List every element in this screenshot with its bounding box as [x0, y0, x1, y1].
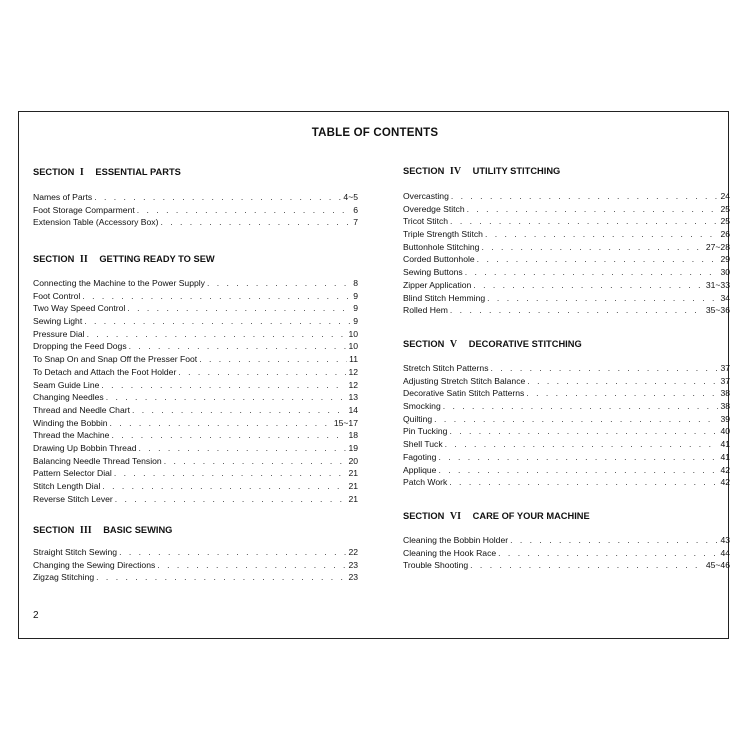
toc-entry-page: 9: [353, 316, 358, 327]
toc-entry: [403, 439, 730, 452]
toc-entry-page: 40: [720, 426, 730, 437]
dot-leader: [160, 217, 351, 227]
toc-entry: [403, 426, 730, 439]
toc-list: [33, 278, 358, 506]
toc-entry: [403, 376, 730, 389]
toc-entry: [33, 217, 358, 230]
dot-leader: [207, 278, 351, 288]
toc-entry-title: Rolled Hem: [403, 305, 448, 316]
toc-entry: [403, 452, 730, 465]
toc-entry: [403, 388, 730, 401]
dot-leader: [465, 267, 719, 277]
section-name: BASIC SEWING: [103, 525, 173, 535]
dot-leader: [526, 388, 718, 398]
dot-leader: [445, 439, 719, 449]
left-column: [33, 0, 358, 750]
page-number: 2: [33, 610, 39, 621]
toc-entry: [403, 477, 730, 490]
toc-entry: [33, 494, 358, 507]
toc-entry-page: 12: [348, 379, 358, 390]
toc-entry-title: Drawing Up Bobbin Thread: [33, 442, 137, 453]
dot-leader: [438, 452, 718, 462]
toc-entry-title: Reverse Stitch Lever: [33, 493, 113, 504]
dot-leader: [111, 430, 346, 440]
toc-entry-title: Changing the Sewing Directions: [33, 559, 156, 570]
toc-entry-title: Triple Strength Stitch: [403, 229, 483, 240]
dot-leader: [481, 242, 703, 252]
toc-entry-title: Zigzag Stitching: [33, 572, 95, 583]
dot-leader: [84, 316, 351, 326]
toc-entry: [33, 392, 358, 405]
toc-entry-title: Blind Stitch Hemming: [403, 292, 486, 303]
toc-entry: [403, 465, 730, 478]
toc-entry-title: Quilting: [403, 413, 433, 424]
toc-entry-page: 31~33: [705, 279, 730, 290]
toc-entry-page: 23: [348, 559, 358, 570]
toc-entry-title: Cleaning the Hook Race: [403, 547, 497, 558]
toc-entry-page: 20: [348, 455, 358, 466]
section-label: SECTION: [403, 511, 445, 521]
toc-entry-title: Seam Guide Line: [33, 379, 100, 390]
dot-leader: [129, 341, 347, 351]
toc-entry-title: Two Way Speed Control: [33, 303, 126, 314]
toc-list: [403, 363, 730, 490]
section-roman: VI: [449, 511, 462, 522]
section-heading: [33, 167, 181, 178]
toc-entry-title: Pressure Dial: [33, 328, 85, 339]
toc-entry-title: Stitch Length Dial: [33, 481, 101, 491]
dot-leader: [510, 535, 718, 545]
dot-leader: [470, 560, 704, 570]
section-label: SECTION: [33, 254, 75, 264]
toc-entry-title: Stretch Stitch Patterns: [403, 363, 489, 373]
toc-entry-page: 9: [353, 303, 358, 314]
toc-entry-page: 15~17: [333, 417, 358, 428]
toc-entry-title: Overedge Stitch: [403, 203, 465, 214]
toc-entry-page: 7: [353, 217, 358, 228]
dot-leader: [527, 376, 718, 386]
section-name: DECORATIVE STITCHING: [468, 339, 582, 349]
dot-leader: [449, 477, 718, 487]
section-heading: [33, 254, 215, 265]
dot-leader: [137, 205, 351, 215]
toc-list: [33, 192, 358, 230]
toc-entry: [33, 430, 358, 443]
dot-leader: [434, 414, 718, 424]
toc-entry-title: Smocking: [403, 401, 441, 412]
toc-entry: [33, 278, 358, 291]
toc-entry-page: 37: [720, 363, 730, 373]
dot-leader: [491, 363, 719, 373]
toc-entry-page: 21: [348, 468, 358, 479]
toc-entry-title: Tricot Stitch: [403, 216, 449, 227]
section-heading: [33, 525, 172, 536]
toc-entry-page: 35~36: [705, 305, 730, 316]
section-name: CARE OF YOUR MACHINE: [472, 511, 590, 521]
page-title: TABLE OF CONTENTS: [311, 127, 439, 139]
toc-entry: [403, 548, 730, 561]
toc-entry: [403, 293, 730, 306]
toc-entry-title: To Detach and Attach the Foot Holder: [33, 366, 177, 377]
dot-leader: [106, 392, 347, 402]
toc-entry: [33, 303, 358, 316]
toc-entry-title: Foot Control: [33, 290, 81, 301]
dot-leader: [82, 291, 351, 301]
section-label: SECTION: [403, 166, 445, 176]
toc-entry-title: Adjusting Stretch Stitch Balance: [403, 375, 526, 386]
toc-entry: [403, 254, 730, 267]
toc-entry: [33, 291, 358, 304]
toc-entry-page: 26: [720, 229, 730, 240]
toc-entry-page: 34: [720, 292, 730, 303]
toc-entry: [403, 191, 730, 204]
toc-entry-title: Zipper Application: [403, 279, 472, 290]
toc-entry-page: 25: [720, 216, 730, 227]
toc-entry-title: Corded Buttonhole: [403, 254, 475, 265]
toc-entry: [33, 354, 358, 367]
dot-leader: [487, 293, 718, 303]
toc-entry: [33, 405, 358, 418]
toc-entry-page: 9: [353, 290, 358, 301]
toc-entry-title: To Snap On and Snap Off the Presser Foot: [33, 354, 198, 365]
toc-entry: [403, 535, 730, 548]
dot-leader: [449, 426, 718, 436]
toc-entry-title: Patch Work: [403, 477, 448, 488]
section-roman: II: [79, 254, 88, 265]
toc-entry-title: Thread the Machine: [33, 430, 110, 441]
toc-entry-page: 38: [720, 401, 730, 412]
toc-entry: [403, 216, 730, 229]
toc-entry: [33, 456, 358, 469]
toc-entry-page: 21: [348, 481, 358, 491]
toc-entry-page: 13: [348, 392, 358, 403]
toc-entry: [403, 560, 730, 573]
toc-entry: [403, 229, 730, 242]
toc-entry-page: 41: [720, 439, 730, 450]
toc-entry-page: 24: [720, 191, 730, 201]
dot-leader: [101, 380, 346, 390]
toc-entry-page: 11: [349, 354, 358, 365]
section-roman: IV: [449, 166, 462, 177]
toc-entry-page: 18: [348, 430, 358, 441]
section-label: SECTION: [33, 167, 75, 177]
toc-entry-title: Pattern Selector Dial: [33, 468, 112, 479]
toc-entry: [403, 204, 730, 217]
toc-entry-title: Overcasting: [403, 191, 449, 201]
toc-entry: [33, 316, 358, 329]
right-column: [403, 0, 730, 750]
toc-entry-title: Pin Tucking: [403, 426, 448, 437]
toc-entry-page: 23: [348, 572, 358, 583]
toc-entry: [33, 329, 358, 342]
toc-entry: [403, 363, 730, 376]
section-roman: I: [79, 167, 84, 178]
toc-entry-title: Connecting the Machine to the Power Supply: [33, 278, 205, 288]
dot-leader: [114, 468, 347, 478]
toc-entry-title: Dropping the Feed Dogs: [33, 341, 127, 352]
toc-entry-title: Balancing Needle Thread Tension: [33, 455, 162, 466]
toc-entry-title: Winding the Bobbin: [33, 417, 108, 428]
dot-leader: [94, 192, 341, 202]
toc-entry: [33, 418, 358, 431]
toc-entry: [33, 192, 358, 205]
dot-leader: [119, 547, 346, 557]
toc-entry-page: 10: [348, 328, 358, 339]
section-name: GETTING READY TO SEW: [99, 254, 215, 264]
dot-leader: [443, 401, 719, 411]
toc-entry: [33, 205, 358, 218]
toc-entry-page: 42: [720, 464, 730, 475]
toc-entry-page: 12: [348, 366, 358, 377]
toc-entry: [403, 280, 730, 293]
toc-entry-page: 22: [348, 547, 358, 557]
dot-leader: [102, 481, 346, 491]
toc-entry-page: 21: [348, 493, 358, 504]
toc-entry-title: Decorative Satin Stitch Patterns: [403, 388, 525, 399]
toc-entry-page: 39: [720, 413, 730, 424]
section-heading: [403, 166, 560, 177]
toc-entry-page: 45~46: [705, 560, 730, 571]
toc-entry: [33, 443, 358, 456]
toc-entry-title: Thread and Needle Chart: [33, 404, 130, 415]
dot-leader: [467, 204, 719, 214]
dot-leader: [157, 560, 346, 570]
toc-entry-title: Straight Stitch Sewing: [33, 547, 118, 557]
dot-leader: [450, 216, 718, 226]
dot-leader: [199, 354, 347, 364]
dot-leader: [139, 443, 347, 453]
toc-entry: [33, 481, 358, 494]
toc-entry-page: 27~28: [705, 241, 730, 252]
toc-list: [403, 191, 730, 318]
toc-entry-page: 14: [348, 404, 358, 415]
toc-entry: [33, 367, 358, 380]
toc-list: [33, 547, 358, 585]
toc-entry-page: 25: [720, 203, 730, 214]
dot-leader: [451, 191, 719, 201]
toc-entry: [33, 547, 358, 560]
toc-entry-page: 43: [720, 535, 730, 545]
toc-entry: [403, 414, 730, 427]
toc-entry-page: 10: [348, 341, 358, 352]
toc-entry-page: 41: [720, 451, 730, 462]
dot-leader: [473, 280, 704, 290]
dot-leader: [498, 548, 718, 558]
dot-leader: [485, 229, 719, 239]
section-name: ESSENTIAL PARTS: [95, 167, 181, 177]
toc-entry-page: 44: [720, 547, 730, 558]
toc-entry-title: Extension Table (Accessory Box): [33, 217, 159, 228]
toc-entry: [33, 468, 358, 481]
toc-entry-page: 6: [353, 204, 358, 215]
toc-entry-title: Shell Tuck: [403, 439, 443, 450]
toc-entry-page: 37: [720, 375, 730, 386]
toc-entry-page: 19: [348, 442, 358, 453]
toc-entry-title: Names of Parts: [33, 192, 93, 202]
section-heading: [403, 511, 590, 522]
section-roman: III: [79, 525, 92, 536]
dot-leader: [127, 303, 351, 313]
toc-entry-page: 30: [720, 267, 730, 278]
toc-entry-title: Sewing Light: [33, 316, 83, 327]
dot-leader: [87, 329, 347, 339]
toc-entry-title: Fagoting: [403, 451, 437, 462]
section-roman: V: [449, 339, 458, 350]
toc-entry-title: Applique: [403, 464, 437, 475]
toc-entry-title: Sewing Buttons: [403, 267, 463, 278]
toc-entry-title: Buttonhole Stitching: [403, 241, 480, 252]
toc-entry-title: Trouble Shooting: [403, 560, 469, 571]
toc-entry: [33, 341, 358, 354]
toc-entry-page: 29: [720, 254, 730, 265]
section-heading: [403, 339, 582, 350]
toc-list: [403, 535, 730, 573]
toc-entry: [33, 572, 358, 585]
dot-leader: [164, 456, 347, 466]
toc-entry: [33, 380, 358, 393]
toc-entry-title: Changing Needles: [33, 392, 104, 403]
toc-entry: [403, 401, 730, 414]
dot-leader: [450, 305, 704, 315]
section-name: UTILITY STITCHING: [472, 166, 561, 176]
toc-entry-page: 4~5: [343, 192, 358, 202]
toc-entry: [403, 242, 730, 255]
dot-leader: [132, 405, 346, 415]
toc-entry-title: Foot Storage Comparment: [33, 204, 135, 215]
dot-leader: [115, 494, 347, 504]
toc-entry-page: 38: [720, 388, 730, 399]
dot-leader: [96, 572, 346, 582]
dot-leader: [438, 465, 718, 475]
dot-leader: [477, 254, 719, 264]
toc-entry: [33, 560, 358, 573]
section-label: SECTION: [33, 525, 75, 535]
section-label: SECTION: [403, 339, 445, 349]
toc-entry: [403, 305, 730, 318]
toc-entry-page: 42: [720, 477, 730, 488]
dot-leader: [178, 367, 346, 377]
toc-entry-page: 8: [353, 278, 358, 288]
toc-entry-title: Cleaning the Bobbin Holder: [403, 535, 509, 545]
dot-leader: [110, 418, 332, 428]
toc-entry: [403, 267, 730, 280]
